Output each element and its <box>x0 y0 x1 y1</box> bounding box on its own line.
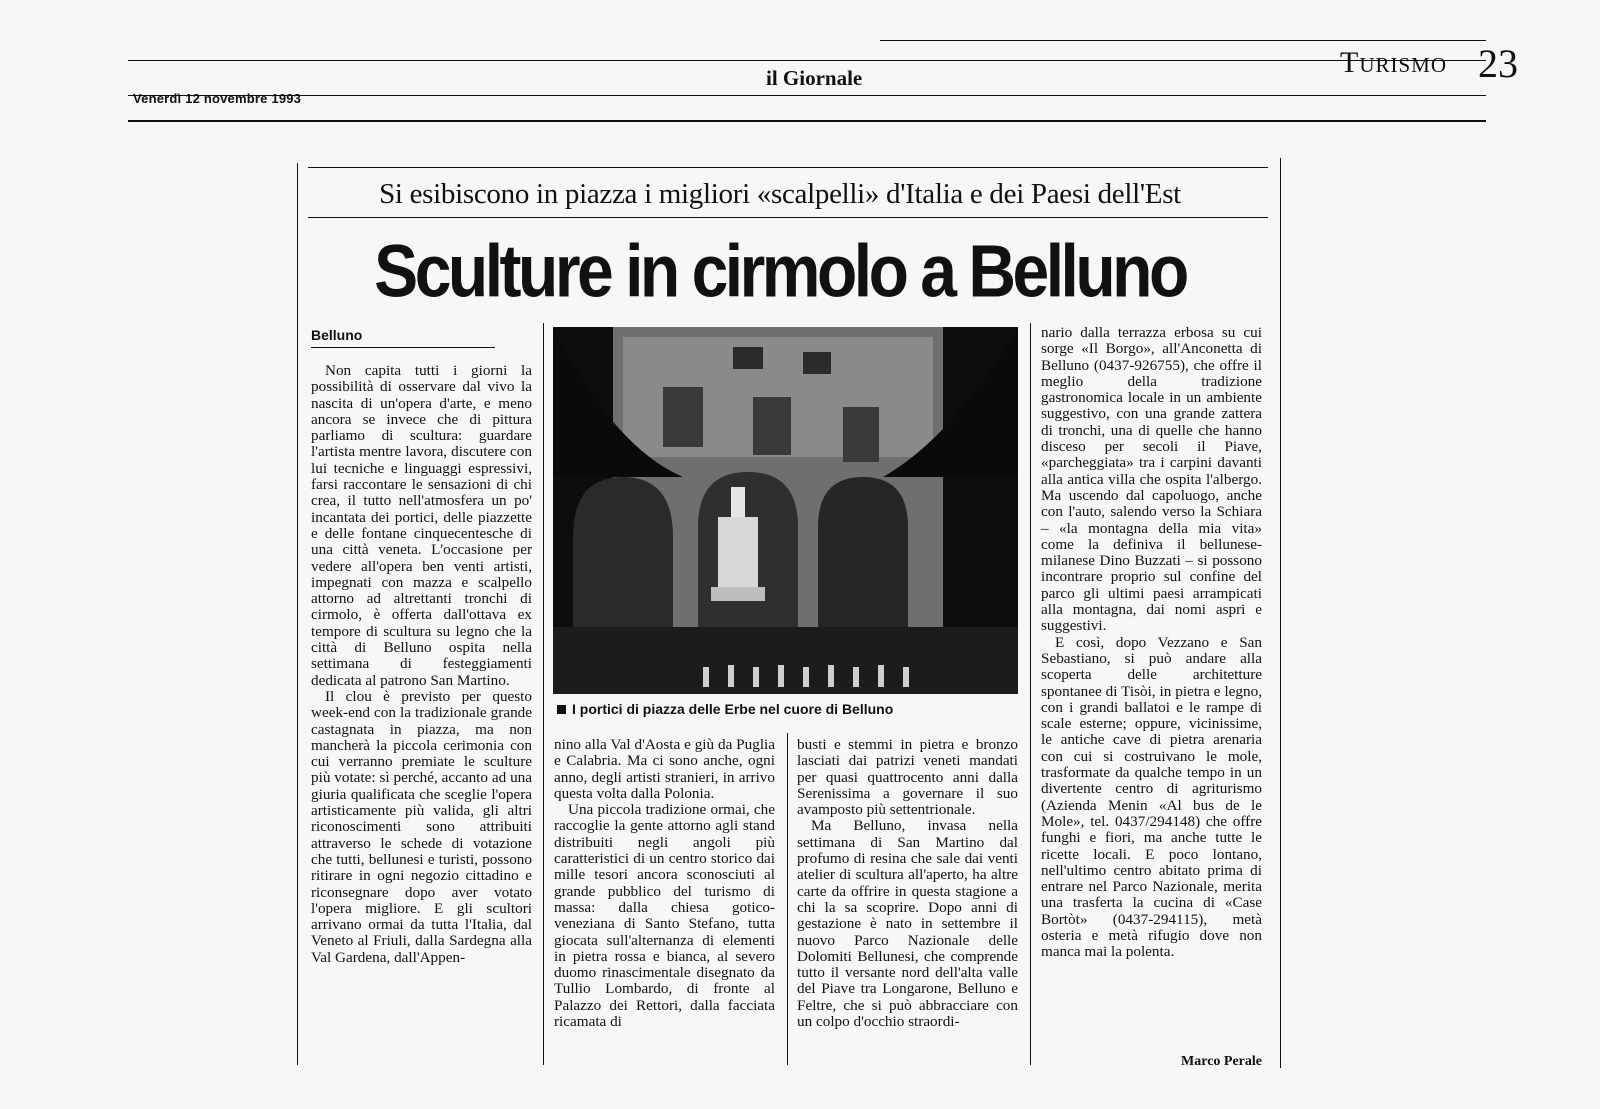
caption-bullet-icon <box>557 705 566 714</box>
article-paragraph: nino alla Val d'Aosta e giù da Puglia e Calabria. Ma ci sono anche, ogni anno, degli artisti stranieri, in arrivo questa volta dalla Polonia. <box>554 736 775 802</box>
article-paragraph: Il clou è previsto per questo week-end con la tradizionale grande castagnata in piazza, ma non mancherà la piccola cerimonia con cui verranno premiate le sculture più votate: sì perché, accanto ad una giuria qualificata che sceglie l'opera artisticamente più valida, gli altri riconoscimenti sono attribuiti attraverso le schede di votazione che tutti, bellunesi e turisti, possono ritirare in ogni negozio cittadino e riconsegnare dopo aver votato l'opera migliore. E gli scultori arrivano ormai da tutta l'Italia, dal Veneto al Friuli, dalla Sardegna alla Val Gardena, dall'Appen- <box>311 687 532 966</box>
article-photo <box>553 327 1018 694</box>
article-paragraph: busti e stemmi in pietra e bronzo lasciati dai patrizi veneti mandati per quasi quattrocento anni dalla Serenissima a governare il suo avamposto più settentrionale. <box>797 736 1018 819</box>
article-paragraph: E così, dopo Vezzano e San Sebastiano, si può andare alla scoperta delle architetture spontanee di Tisòi, in pietra e legno, con i grandi ballatoi e le rampe di scale esterne; oppure, vicinissime, le antiche cave di pietra arenaria con cui si costruivano le mole, trasformate da qualche tempo in un divertente centro di agriturismo (Azienda Menin «Al bus de le Mole», tel. 0437/294148) che offre funghi e fiori, ma anche tutte le ricette locali. E poco lontano, nell'ultimo centro abitato prima di entrare nel Parco Nazionale, merita una trasferta la cucina di «Case Bortòt» (0437-294115), metà osteria e metà rifugio dove non manca mai la polenta. <box>1041 633 1262 961</box>
column-separator-1 <box>543 323 544 1065</box>
article-rule-under-kicker <box>308 217 1268 218</box>
photo-caption <box>557 701 893 717</box>
article-column-4 <box>1041 325 1262 961</box>
article-paragraph: Una piccola tradizione ormai, che raccoglie la gente attorno agli stand distribuiti negli angoli più caratteristici di un centro storico dai mille tesori ancora sconosciuti al grande pubblico del turismo di massa: dalla chiesa gotico-veneziana di Santo Stefano, tutta giocata sull'alternanza di elementi in pietra rossa e bianca, al severo duomo rinascimentale disegnato da Tullio Lombardo, di fronte al Palazzo dei Rettori, dalla facciata ricamata di <box>554 801 775 1031</box>
section-name: Turismo <box>1340 46 1448 79</box>
article-rule-top <box>308 167 1268 168</box>
page-number: 23 <box>1478 41 1518 86</box>
masthead-rule-middle <box>128 95 1486 96</box>
article-frame-left <box>297 163 298 1065</box>
masthead-rule-bottom <box>128 120 1486 122</box>
column-separator-3 <box>1030 323 1031 1065</box>
masthead-rule-top <box>128 60 1486 61</box>
article-headline: Sculture in cirmolo a Belluno <box>374 229 1186 312</box>
article-byline: Marco Perale <box>1181 1054 1262 1069</box>
column-separator-2 <box>787 733 788 1065</box>
article-frame-right <box>1280 158 1281 1068</box>
newspaper-name: il Giornale <box>766 66 863 90</box>
article-paragraph: Non capita tutti i giorni la possibilità di osservare dal vivo la nascita di un'opera d'arte, e meno ancora se invece che di pittura parliamo di scultura: guardare l'artista mentre lavora, discutere con lui tecniche e linguaggi espressivi, farsi raccontare le sensazioni di chi crea, il tutto nell'atmosfera un po' incantata dei portici, delle piazzette e delle fontane cinquecentesche di una città veneta. L'occasione per vedere all'opera ben venti artisti, impegnati con mazza e scalpello attorno ad altrettanti tronchi di cirmolo, è offerta dall'ottava ex tempore di scultura su legno che la città di Belluno ospita nella settimana di festeggiamenti dedicata al patrono San Martino. <box>311 362 532 689</box>
article-column-3 <box>797 737 1018 1030</box>
issue-date: Venerdì 12 novembre 1993 <box>133 91 302 106</box>
article-paragraph: nario dalla terrazza erbosa su cui sorge «Il Borgo», all'Anconetta di Belluno (0437-926755), che offre il meglio della tradizione gastronomica locale in un ambiente suggestivo, con una grande zattera di tronchi, una di quelle che hanno disceso per secoli il Piave, «parcheggiata» tra i carpini davanti alla antica villa che ospita l'albergo. Ma uscendo dal capoluogo, anche con l'auto, salendo verso la Schiara – «la montagna della mia vita» come la definiva il bellunese-milanese Dino Buzzati – si possono incontrare proprio sul confine del parco gli ultimi paesi arrampicati alla montagna, dai nomi aspri e suggestivi. <box>1041 324 1262 635</box>
portici-photo-illustration <box>553 327 1018 694</box>
article-kicker: Si esibiscono in piazza i migliori «scalpelli» d'Italia e dei Paesi dell'Est <box>379 178 1181 210</box>
article-column-1 <box>311 363 532 966</box>
article-dateline: Belluno <box>311 327 363 343</box>
dateline-rule <box>311 347 495 348</box>
photo-caption-text: I portici di piazza delle Erbe nel cuore di Belluno <box>572 701 894 717</box>
masthead-rule-top-right <box>880 40 1486 41</box>
article-column-2 <box>554 737 775 1030</box>
article-paragraph: Ma Belluno, invasa nella settimana di San Martino dal profumo di resina che sale dai venti atelier di scultura all'aperto, ha altre carte da offrire in questa stagione a chi la sa scoprire. Dopo anni di gestazione è nato in settembre il nuovo Parco Nazionale delle Dolomiti Bellunesi, che comprende tutto il versante nord dell'alta valle del Piave tra Longarone, Belluno e Feltre, che si può abbracciare con un colpo d'occhio straordi- <box>797 817 1018 1031</box>
